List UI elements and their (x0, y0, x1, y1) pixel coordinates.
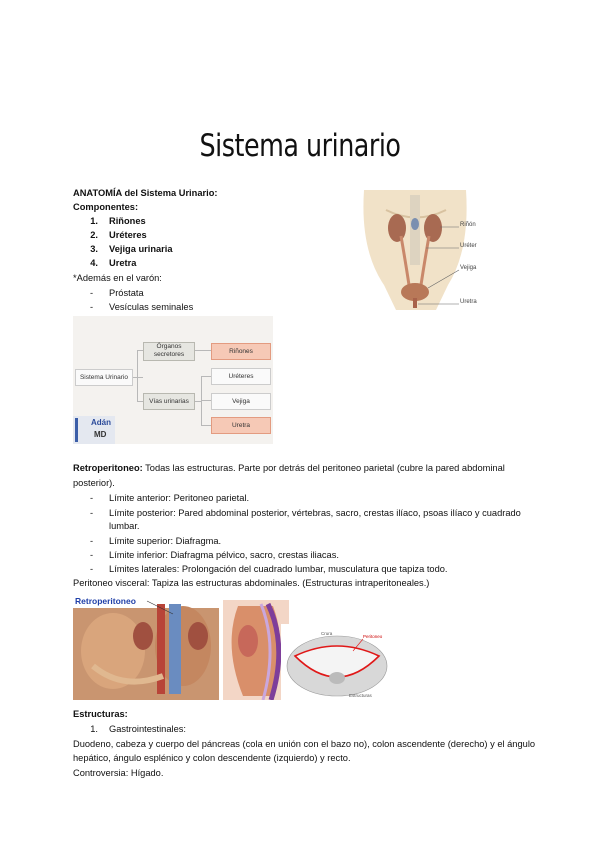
male-note: *Además en el varón: (73, 273, 162, 283)
list-item: Límite posterior: Pared abdominal posterior, vértebras, sacro, crestas ilíaco, psoas ilíaco y cuadrado (109, 508, 521, 518)
list-item: Próstata (109, 288, 144, 298)
dash-bullet: - (90, 508, 94, 518)
figure-label: Uretra (460, 299, 477, 305)
controversy-note: Controversia: Hígado. (73, 768, 164, 778)
list-item: Vejiga urinaria (109, 244, 173, 254)
figure-label: Uréter (460, 243, 477, 249)
diagram-leaf: Riñones (211, 343, 271, 360)
retro-intro-cont: posterior). (73, 478, 115, 488)
figure-label: Estructuras (349, 693, 372, 698)
figure-label: Peritoneo (363, 634, 383, 639)
logo-text: Adán (91, 418, 111, 427)
diagram-root: Sistema Urinario (75, 369, 133, 386)
components-label: Componentes: (73, 202, 139, 212)
structures-line: hepático, ángulo esplénico y colon descendente (izquierdo) y recto. (73, 753, 351, 763)
list-item: Límite anterior: Peritoneo parietal. (109, 493, 250, 503)
visceral-note: Peritoneo visceral: Tapiza las estructuras abdominales. (Estructuras intraperitoneales.) (73, 578, 430, 588)
list-item-cont: lumbar. (109, 521, 140, 531)
figure-label: Crura (321, 631, 333, 636)
list-number: 1. (90, 724, 98, 734)
list-item: Riñones (109, 216, 146, 226)
list-item: Uréteres (109, 230, 147, 240)
diagram-organs-secretores: Órganos secretores (143, 342, 195, 361)
list-number: 1. (90, 216, 98, 226)
page-title: Sistema urinario (199, 128, 401, 164)
urinary-system-diagram (73, 316, 273, 444)
figure-label: Riñón (460, 222, 476, 228)
diagram-leaf: Uréteres (211, 368, 271, 385)
list-item: Límite inferior: Diafragma pélvico, sacro, crestas iliacas. (109, 550, 339, 560)
structures-line: Duodeno, cabeza y cuerpo del páncreas (cola en unión con el bazo no), colon ascendente (derecho) y el ángulo (73, 739, 536, 749)
diagram-vias-urinarias: Vías urinarias (143, 393, 195, 410)
dash-bullet: - (90, 288, 94, 298)
list-number: 2. (90, 230, 98, 240)
dash-bullet: - (90, 493, 94, 503)
list-item: Límite superior: Diafragma. (109, 536, 222, 546)
logo-text: MD (94, 430, 107, 439)
dash-bullet: - (90, 550, 94, 560)
adanmd-logo (73, 416, 115, 444)
retroperitoneo-figure (73, 596, 391, 700)
diagram-leaf: Uretra (211, 417, 271, 434)
dash-bullet: - (90, 536, 94, 546)
dash-bullet: - (90, 564, 94, 574)
list-item: Vesículas seminales (109, 302, 194, 312)
figure-label: Vejiga (460, 265, 477, 271)
figure-title: Retroperitoneo (75, 596, 136, 606)
anatomy-heading: ANATOMÍA del Sistema Urinario: (73, 188, 218, 198)
structures-heading: Estructuras: (73, 709, 128, 719)
dash-bullet: - (90, 302, 94, 312)
list-item: Gastrointestinales: (109, 724, 186, 734)
list-item: Límites laterales: Prolongación del cuadrado lumbar, musculatura que tapiza todo. (109, 564, 448, 574)
retro-intro: Retroperitoneo: Todas las estructuras. Parte por detrás del peritoneo parietal (cubre la pared abdominal (73, 463, 505, 473)
urinary-system-figure (356, 190, 502, 310)
list-item: Uretra (109, 258, 137, 268)
list-number: 4. (90, 258, 98, 268)
list-number: 3. (90, 244, 98, 254)
diagram-leaf: Vejiga (211, 393, 271, 410)
